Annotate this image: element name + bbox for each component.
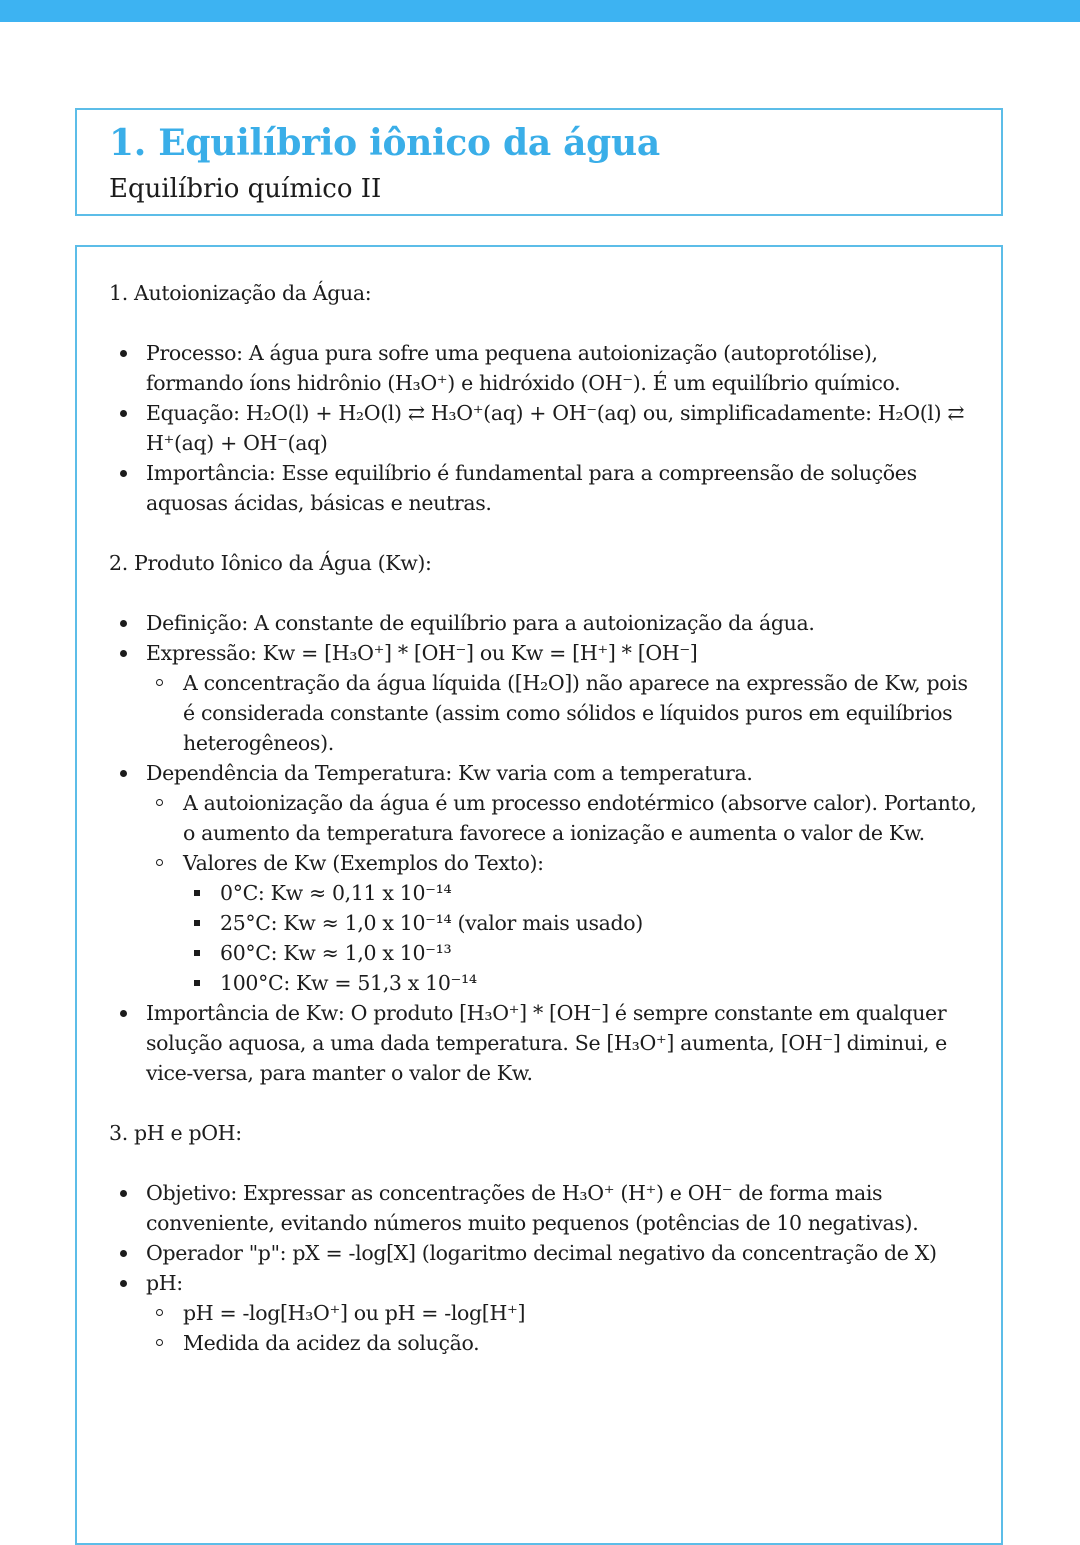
sub-list-item: pH = -log[H₃O⁺] ou pH = -log[H⁺] [146, 1298, 979, 1328]
list-item: Expressão: Kw = [H₃O⁺] * [OH⁻] ou Kw = [H⁺] * [OH⁻] A concentração da água líquida ([H₂O]) não aparece na expressão de Kw, pois é considerada constante (assim como sólidos e líquidos puros em equilíbrios heterogêneos). [109, 638, 979, 758]
sub-list [146, 788, 979, 998]
section-title-kw: 2. Produto Iônico da Água (Kw): [109, 551, 432, 575]
list-item: Operador "p": pX = -log[X] (logaritmo decimal negativo da concentração de X) [109, 1238, 979, 1268]
notes-content [109, 278, 979, 1358]
list-item: Importância de Kw: O produto [H₃O⁺] * [OH⁻] é sempre constante em qualquer solução aquosa, a uma dada temperatura. Se [H₃O⁺] aumenta, [OH⁻] diminui, e vice-versa, para manter o valor de Kw. [109, 998, 979, 1088]
sub-list-item: A autoionização da água é um processo endotérmico (absorve calor). Portanto, o aumento da temperatura favorece a ionização e aumenta o valor de Kw. [146, 788, 979, 848]
list-item: Objetivo: Expressar as concentrações de H₃O⁺ (H⁺) e OH⁻ de forma mais conveniente, evitando números muito pequenos (potências de 10 negativas). [109, 1178, 979, 1238]
title-box [75, 108, 1003, 216]
list-item: Equação: H₂O(l) + H₂O(l) ⇄ H₃O⁺(aq) + OH⁻(aq) ou, simplificadamente: H₂O(l) ⇄ H⁺(aq) + OH⁻(aq) [109, 398, 979, 458]
sub-list-item: A concentração da água líquida ([H₂O]) não aparece na expressão de Kw, pois é considerada constante (assim como sólidos e líquidos puros em equilíbrios heterogêneos). [146, 668, 979, 758]
kw-value-item: 60°C: Kw ≈ 1,0 x 10⁻¹³ [183, 938, 979, 968]
section-title-ph-poh: 3. pH e pOH: [109, 1121, 242, 1145]
sub-list-item: Valores de Kw (Exemplos do Texto): 0°C: Kw ≈ 0,11 x 10⁻¹⁴ 25°C: Kw ≈ 1,0 x 10⁻¹⁴ (valor mais usado) 60°C: Kw ≈ 1,0 x 10⁻¹³ 100°C: Kw = 51,3 x 10⁻¹⁴ [146, 848, 979, 998]
page-subtitle: Equilíbrio químico II [109, 174, 382, 204]
list-item: Definição: A constante de equilíbrio para a autoionização da água. [109, 608, 979, 638]
content-box [75, 245, 1003, 1545]
sub-list [146, 668, 979, 758]
sub-list [146, 1298, 979, 1358]
top-accent-bar [0, 0, 1080, 22]
sub-list-item: Medida da acidez da solução. [146, 1328, 979, 1358]
list-item: Processo: A água pura sofre uma pequena autoionização (autoprotólise), formando íons hidrônio (H₃O⁺) e hidróxido (OH⁻). É um equilíbrio químico. [109, 338, 979, 398]
page-title: 1. Equilíbrio iônico da água [109, 122, 660, 164]
kw-values-list [183, 878, 979, 998]
list-item: Dependência da Temperatura: Kw varia com a temperatura. A autoionização da água é um processo endotérmico (absorve calor). Portanto, o aumento da temperatura favorece a ionização e aumenta o valor de Kw. Valores de Kw (Exemplos do Texto): 0°C: Kw ≈ 0,11 x 10⁻¹⁴ 25°C: Kw ≈ 1,0 x 10⁻¹⁴ (valor mais usado) 60°C: Kw ≈ 1,0 x 10⁻¹³ 100°C: Kw = 51,3 x 10⁻¹⁴ [109, 758, 979, 998]
list-item: pH: pH = -log[H₃O⁺] ou pH = -log[H⁺] Medida da acidez da solução. [109, 1268, 979, 1358]
section-list-ph-poh [109, 1178, 979, 1358]
kw-value-item: 25°C: Kw ≈ 1,0 x 10⁻¹⁴ (valor mais usado) [183, 908, 979, 938]
section-list-autoionization [109, 338, 979, 518]
kw-value-item: 0°C: Kw ≈ 0,11 x 10⁻¹⁴ [183, 878, 979, 908]
section-title-autoionization: 1. Autoionização da Água: [109, 281, 372, 305]
kw-value-item: 100°C: Kw = 51,3 x 10⁻¹⁴ [183, 968, 979, 998]
list-item: Importância: Esse equilíbrio é fundamental para a compreensão de soluções aquosas ácidas, básicas e neutras. [109, 458, 979, 518]
section-list-kw [109, 608, 979, 1088]
